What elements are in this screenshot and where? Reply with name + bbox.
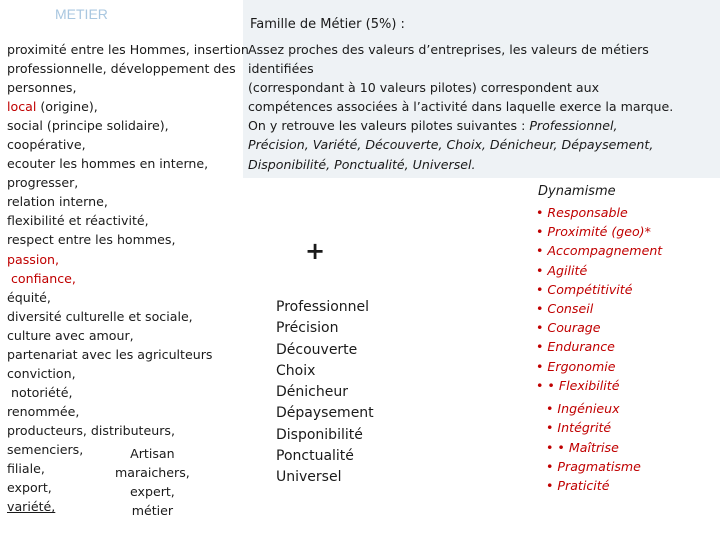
left-list-item: export, (7, 480, 52, 496)
dynamisme-heading: Dynamisme (538, 184, 616, 199)
left-list-item: social (principe solidaire), (7, 118, 169, 134)
dynamisme-item: • Ingénieux (546, 401, 620, 416)
dynamisme-item: • Responsable (536, 205, 628, 220)
plus-sign: + (305, 237, 326, 265)
pilot-value: Précision (276, 320, 339, 337)
left-list-item: partenariat avec les agriculteurs (7, 346, 213, 362)
pilot-value: Ponctualité (276, 448, 354, 465)
pilot-value: Dépaysement (276, 405, 374, 422)
artisan-line: expert, (129, 484, 175, 499)
pilot-value: Découverte (276, 341, 358, 358)
left-list-item: producteurs, distributeurs, (7, 422, 175, 438)
local-word: local (7, 99, 37, 115)
dynamisme-item: • Conseil (536, 301, 594, 317)
left-list-item: culture avec amour, (7, 327, 134, 343)
famille-line-5 (248, 116, 673, 135)
famille-line-5-italic: Professionnel, (529, 118, 618, 134)
famille-description (248, 40, 673, 174)
left-list-item: ecouter les hommes en interne, (7, 156, 209, 172)
left-list-item: notoriété, (7, 384, 73, 400)
pilot-values-list (276, 297, 374, 489)
famille-line: compétences associées à l’activité dans laquelle exerce la marque. (248, 99, 674, 115)
left-list-item (7, 97, 249, 116)
left-list-item: passion, (7, 251, 60, 267)
pilot-value: Choix (276, 362, 316, 379)
famille-heading: Famille de Métier (5%) : (250, 17, 405, 32)
dynamisme-item: • Proximité (geo)* (536, 224, 651, 240)
famille-line: Disponibilité, Ponctualité, Universel. (248, 156, 476, 172)
pilot-value: Disponibilité (276, 426, 363, 443)
dynamisme-item: • Courage (536, 320, 601, 336)
dynamisme-list (536, 203, 662, 395)
famille-line: identifiées (248, 61, 314, 77)
dynamisme-item: • Intégrité (546, 420, 612, 436)
left-list-item: respect entre les hommes, (7, 232, 176, 248)
famille-line: Assez proches des valeurs d’entreprises, les valeurs de métiers (248, 42, 649, 57)
famille-line-5-prefix: On y retrouve les valeurs pilotes suivantes : (248, 118, 530, 134)
dynamisme-item: • Praticité (546, 478, 610, 494)
dynamisme-item: • Accompagnement (536, 243, 663, 259)
left-list-item: diversité culturelle et sociale, (7, 308, 193, 324)
pilot-value: Dénicheur (276, 384, 348, 401)
left-list-item: personnes, (7, 80, 77, 96)
dynamisme-item: • Endurance (536, 339, 615, 355)
left-list-item: équité, (7, 289, 51, 305)
left-list-item: filiale, (7, 461, 45, 477)
famille-line: Précision, Variété, Découverte, Choix, Dénicheur, Dépaysement, (248, 137, 654, 153)
dynamisme-item: • Compétitivité (536, 281, 633, 297)
dynamisme-item: • • Flexibilité (536, 377, 620, 393)
local-rest: (origine), (36, 99, 98, 115)
left-list-item: coopérative, (7, 137, 86, 153)
famille-line: (correspondant à 10 valeurs pilotes) correspondent aux (248, 80, 600, 96)
left-list-item: renommée, (7, 403, 80, 419)
left-list-item: proximité entre les Hommes, insertion (7, 42, 249, 57)
left-list-item: variété, (7, 499, 56, 515)
artisan-line: maraichers, (115, 465, 190, 480)
artisan-line: Artisan (130, 446, 175, 461)
artisan-line: métier (131, 503, 174, 518)
pilot-value: Professionnel (276, 299, 370, 315)
dynamisme-list-2 (546, 399, 641, 495)
left-list-item: confiance, (7, 270, 76, 286)
dynamisme-item: • • Maîtrise (546, 439, 619, 455)
artisan-block (115, 444, 190, 520)
page-title: METIER (55, 6, 108, 22)
pilot-value: Universel (276, 469, 342, 486)
left-list-item: flexibilité et réactivité, (7, 213, 149, 229)
dynamisme-item: • Ergonomie (536, 358, 616, 374)
left-list-item: semenciers, (7, 441, 84, 457)
left-list-item: progresser, (7, 175, 79, 191)
left-list-item: conviction, (7, 365, 76, 381)
left-list-item: relation interne, (7, 194, 108, 210)
dynamisme-item: • Pragmatisme (546, 458, 641, 474)
left-list-item: professionnelle, développement des (7, 61, 236, 77)
dynamisme-item: • Agilité (536, 262, 588, 278)
